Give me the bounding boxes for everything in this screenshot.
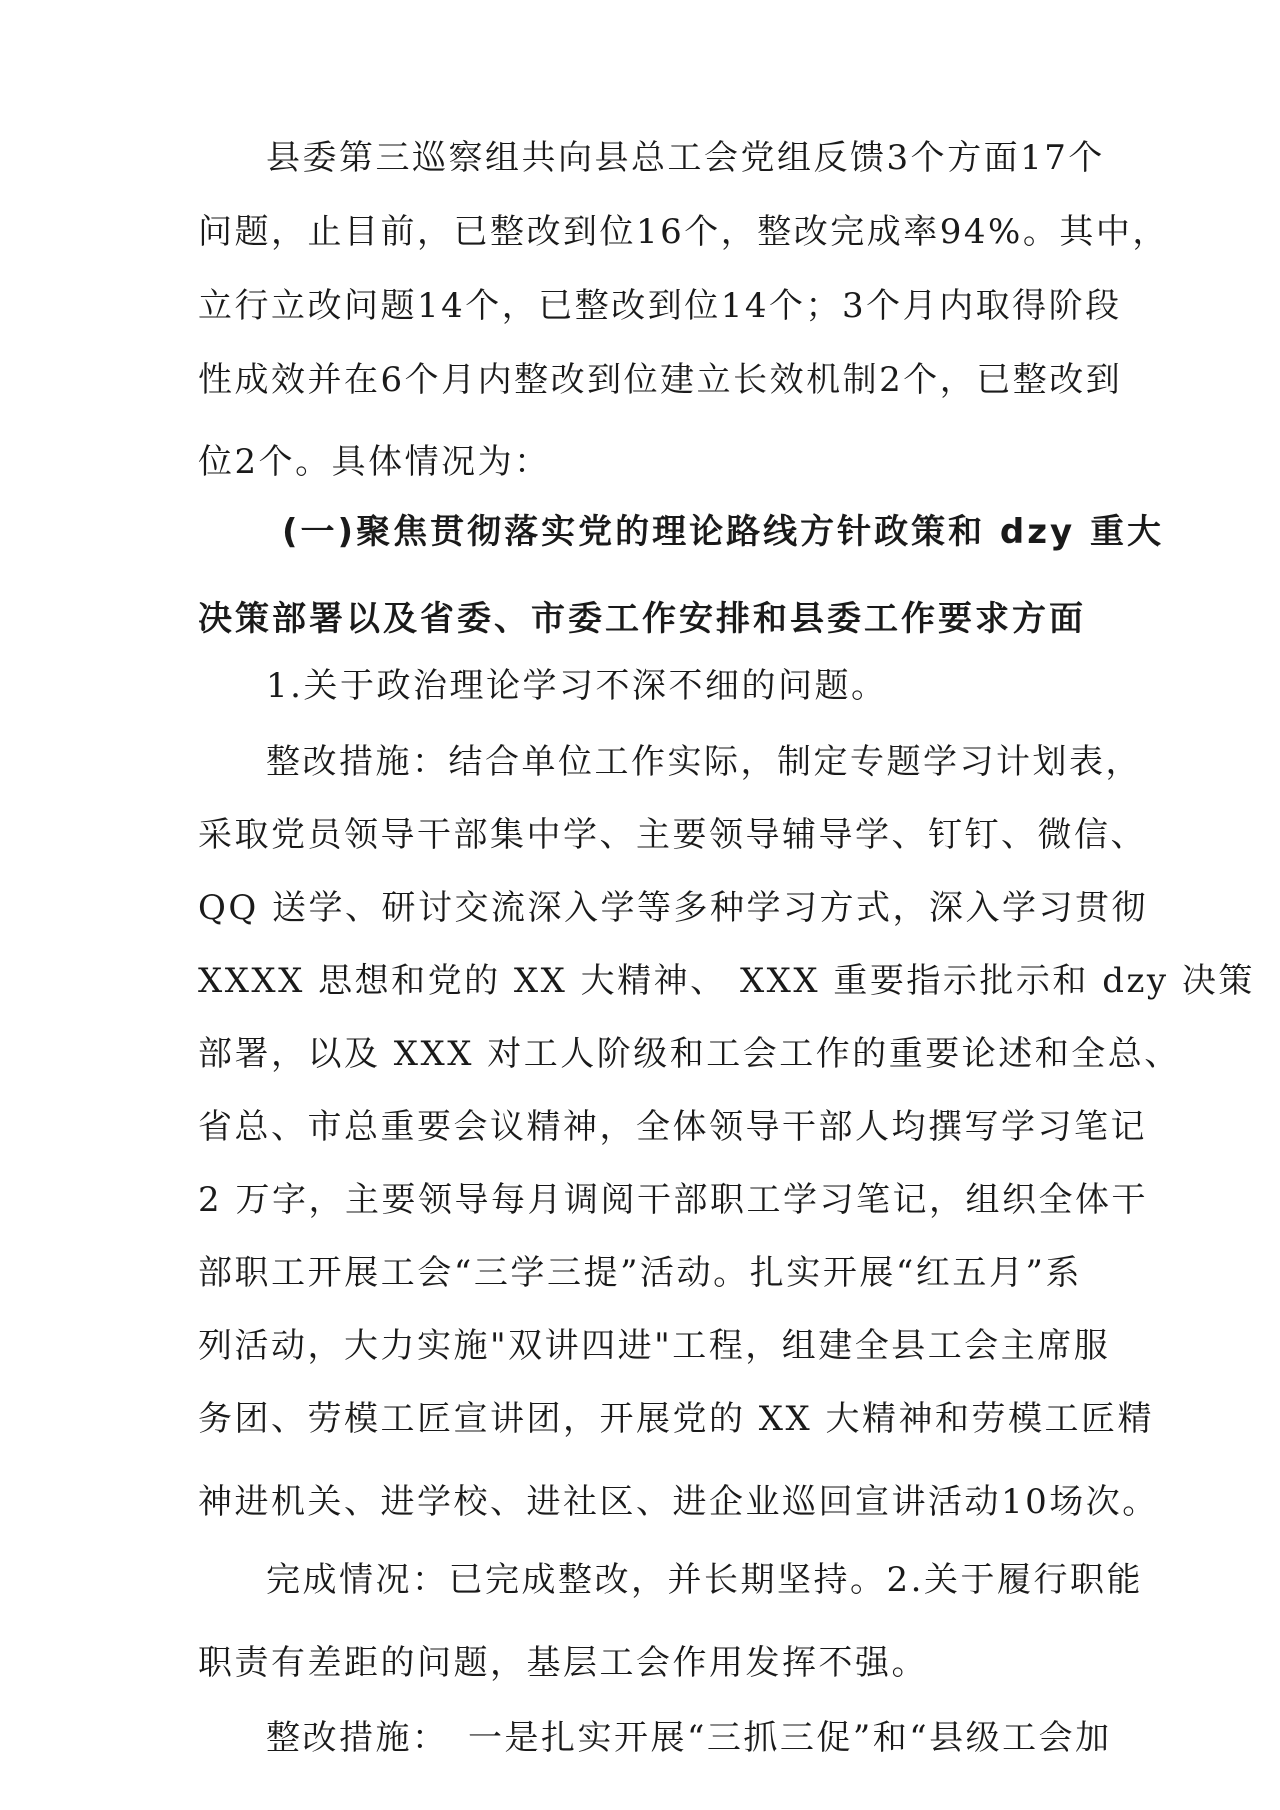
section-heading: 决策部署以及省委、市委工作安排和县委工作要求方面 [198, 599, 1086, 639]
measures-line: 部职工开展工会“三学三提”活动。扎实开展“红五月”系 [198, 1253, 1082, 1293]
paragraph-line: 县委第三巡察组共向县总工会党组反馈3个方面17个 [266, 138, 1105, 178]
paragraph-line: 性成效并在6个月内整改到位建立长效机制2个，已整改到 [198, 360, 1123, 400]
paragraph-line: 位2个。具体情况为： [198, 442, 551, 482]
measures-line: 省总、市总重要会议精神，全体领导干部人均撰写学习笔记 [198, 1107, 1147, 1147]
measures-line: XXXX 思想和党的 XX 大精神、 XXX 重要指示批示和 dzy 决策 [198, 961, 1255, 1001]
measures-line: 采取党员领导干部集中学、主要领导辅导学、钉钉、微信、 [198, 815, 1147, 855]
measures-line: QQ 送学、研讨交流深入学等多种学习方式，深入学习贯彻 [198, 888, 1149, 928]
section-heading: (一)聚焦贯彻落实党的理论路线方针政策和 dzy 重大 [282, 512, 1165, 552]
measures-line: 部署，以及 XXX 对工人阶级和工会工作的重要论述和全总、 [198, 1034, 1181, 1074]
paragraph-line: 问题，止目前，已整改到位16个，整改完成率94%。其中， [198, 212, 1169, 252]
measures-line: 务团、劳模工匠宣讲团，开展党的 XX 大精神和劳模工匠精 [198, 1399, 1155, 1439]
measures-line: 2 万字，主要领导每月调阅干部职工学习笔记，组织全体干 [198, 1180, 1148, 1220]
paragraph-line: 立行立改问题14个，已整改到位14个；3个月内取得阶段 [198, 286, 1122, 326]
measures-line: 整改措施：结合单位工作实际，制定专题学习计划表， [266, 742, 1142, 782]
completion-line: 完成情况：已完成整改，并长期坚持。2.关于履行职能 [266, 1560, 1143, 1600]
measures-line: 列活动，大力实施"双讲四进"工程，组建全县工会主席服 [198, 1326, 1111, 1366]
measures-line: 神进机关、进学校、进社区、进企业巡回宣讲活动10场次。 [198, 1482, 1159, 1522]
measures-line: 整改措施： 一是扎实开展“三抓三促”和“县级工会加 [266, 1718, 1112, 1758]
item-title: 1.关于政治理论学习不深不细的问题。 [266, 666, 888, 706]
completion-line: 职责有差距的问题，基层工会作用发挥不强。 [198, 1643, 928, 1683]
